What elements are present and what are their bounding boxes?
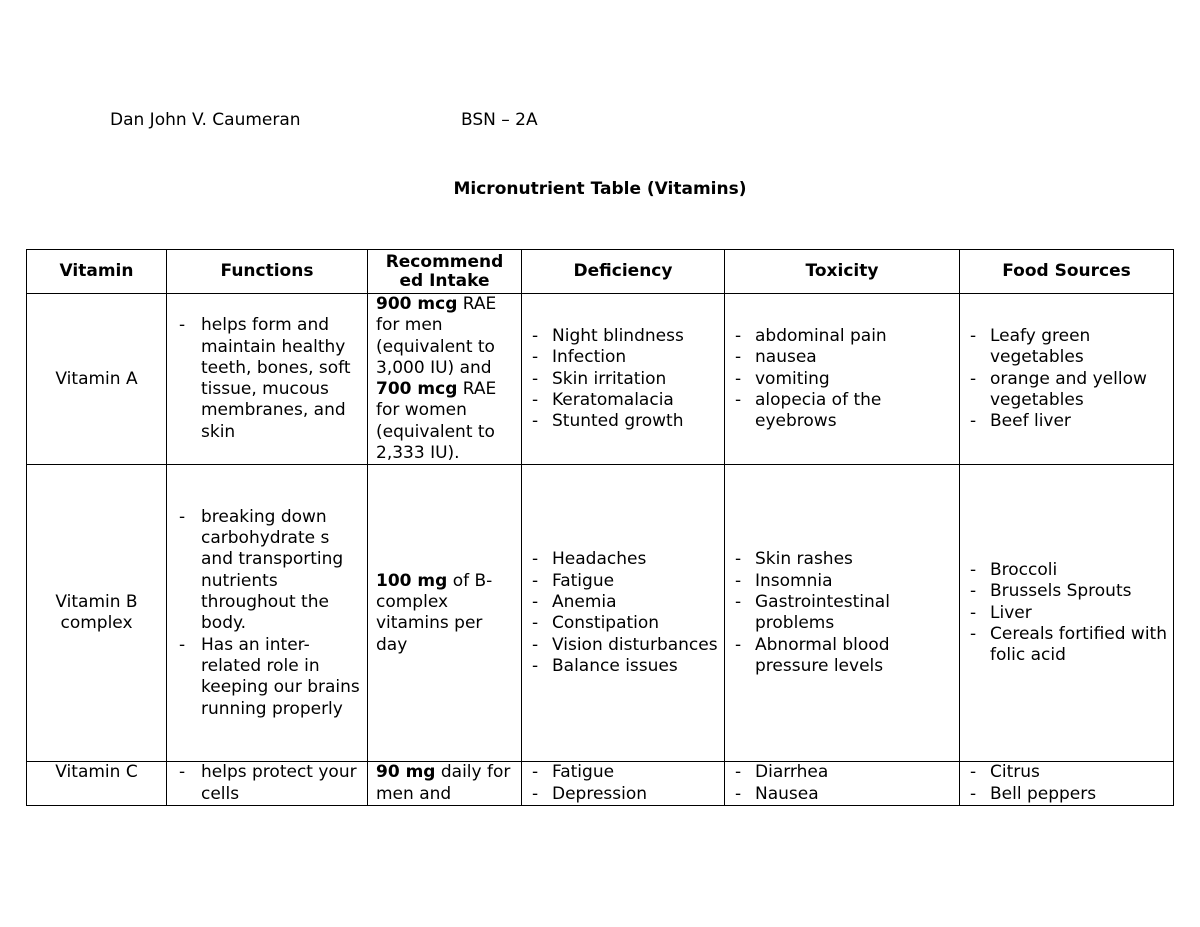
list-item: - Has an inter-related role in keeping our brains running properly <box>171 635 363 720</box>
list-item: - vomiting <box>729 369 955 390</box>
list-item: - Cereals fortified with folic acid <box>964 624 1169 667</box>
toxicity-cell <box>725 465 960 762</box>
food-sources-cell <box>960 762 1174 806</box>
list-item: - Brussels Sprouts <box>964 581 1169 602</box>
document-title: Micronutrient Table (Vitamins) <box>453 179 747 199</box>
list-item: - helps protect your cells <box>171 762 363 805</box>
vitamin-name: Vitamin C <box>27 762 167 806</box>
intake-cell <box>368 465 522 762</box>
vitamin-name: Vitamin A <box>27 294 167 465</box>
list-item: - Fatigue <box>526 762 720 783</box>
list-item: - Stunted growth <box>526 411 720 432</box>
list-item: - Constipation <box>526 613 720 634</box>
functions-cell <box>167 465 368 762</box>
list-item: - Bell peppers <box>964 784 1169 805</box>
column-header-deficiency: Deficiency <box>522 250 725 294</box>
intake-text: of B-complex vitamins per day <box>376 570 493 655</box>
list-item: - orange and yellow vegetables <box>964 369 1169 412</box>
deficiency-cell <box>522 762 725 806</box>
functions-cell <box>167 294 368 465</box>
list-item: - Skin irritation <box>526 369 720 390</box>
list-item: - Abnormal blood pressure levels <box>729 635 955 678</box>
intake-text: RAE for women (equivalent to 2,333 IU). <box>376 379 497 464</box>
list-item: - Night blindness <box>526 326 720 347</box>
list-item: - abdominal pain <box>729 326 955 347</box>
list-item: - Infection <box>526 347 720 368</box>
toxicity-cell <box>725 762 960 806</box>
intake-text: RAE for men (equivalent to 3,000 IU) and <box>376 294 497 378</box>
food-sources-cell <box>960 465 1174 762</box>
list-item: - nausea <box>729 347 955 368</box>
column-header-functions: Functions <box>167 250 368 294</box>
list-item: - Anemia <box>526 592 720 613</box>
intake-text: daily for men and <box>376 762 511 804</box>
course-section: BSN – 2A <box>461 110 538 130</box>
intake-cell <box>368 294 522 465</box>
vitamin-name: Vitamin B complex <box>27 465 167 762</box>
intake-amount: 700 mcg <box>376 379 458 400</box>
list-item: - Skin rashes <box>729 549 955 570</box>
column-header-intake: Recommend ed Intake <box>368 250 522 294</box>
table-row <box>27 465 1174 762</box>
list-item: - breaking down carbohydrate s and transporting nutrients throughout the body. <box>171 507 363 635</box>
intake-cell <box>368 762 522 806</box>
list-item: - alopecia of the eyebrows <box>729 390 955 433</box>
column-header-vitamin: Vitamin <box>27 250 167 294</box>
list-item: - Diarrhea <box>729 762 955 783</box>
list-item: - Leafy green vegetables <box>964 326 1169 369</box>
table-row <box>27 762 1174 806</box>
food-sources-cell <box>960 294 1174 465</box>
list-item: - Beef liver <box>964 411 1169 432</box>
micronutrient-table <box>26 249 1174 806</box>
list-item: - Broccoli <box>964 560 1169 581</box>
deficiency-cell <box>522 294 725 465</box>
intake-amount: 900 mcg <box>376 294 458 314</box>
table-row <box>27 294 1174 465</box>
list-item: - Keratomalacia <box>526 390 720 411</box>
list-item: - Depression <box>526 784 720 805</box>
student-name: Dan John V. Caumeran <box>110 110 301 130</box>
list-item: - Citrus <box>964 762 1169 783</box>
functions-cell <box>167 762 368 806</box>
list-item: - Vision disturbances <box>526 635 720 656</box>
list-item: - helps form and maintain healthy teeth, bones, soft tissue, mucous membranes, and skin <box>171 315 363 443</box>
deficiency-cell <box>522 465 725 762</box>
table-header-row <box>27 250 1174 294</box>
intake-amount: 100 mg <box>376 570 448 591</box>
list-item: - Headaches <box>526 549 720 570</box>
column-header-food-sources: Food Sources <box>960 250 1174 294</box>
list-item: - Balance issues <box>526 656 720 677</box>
toxicity-cell <box>725 294 960 465</box>
list-item: - Nausea <box>729 784 955 805</box>
list-item: - Insomnia <box>729 571 955 592</box>
list-item: - Gastrointestinal problems <box>729 592 955 635</box>
intake-amount: 90 mg <box>376 762 436 783</box>
list-item: - Fatigue <box>526 571 720 592</box>
column-header-toxicity: Toxicity <box>725 250 960 294</box>
list-item: - Liver <box>964 603 1169 624</box>
